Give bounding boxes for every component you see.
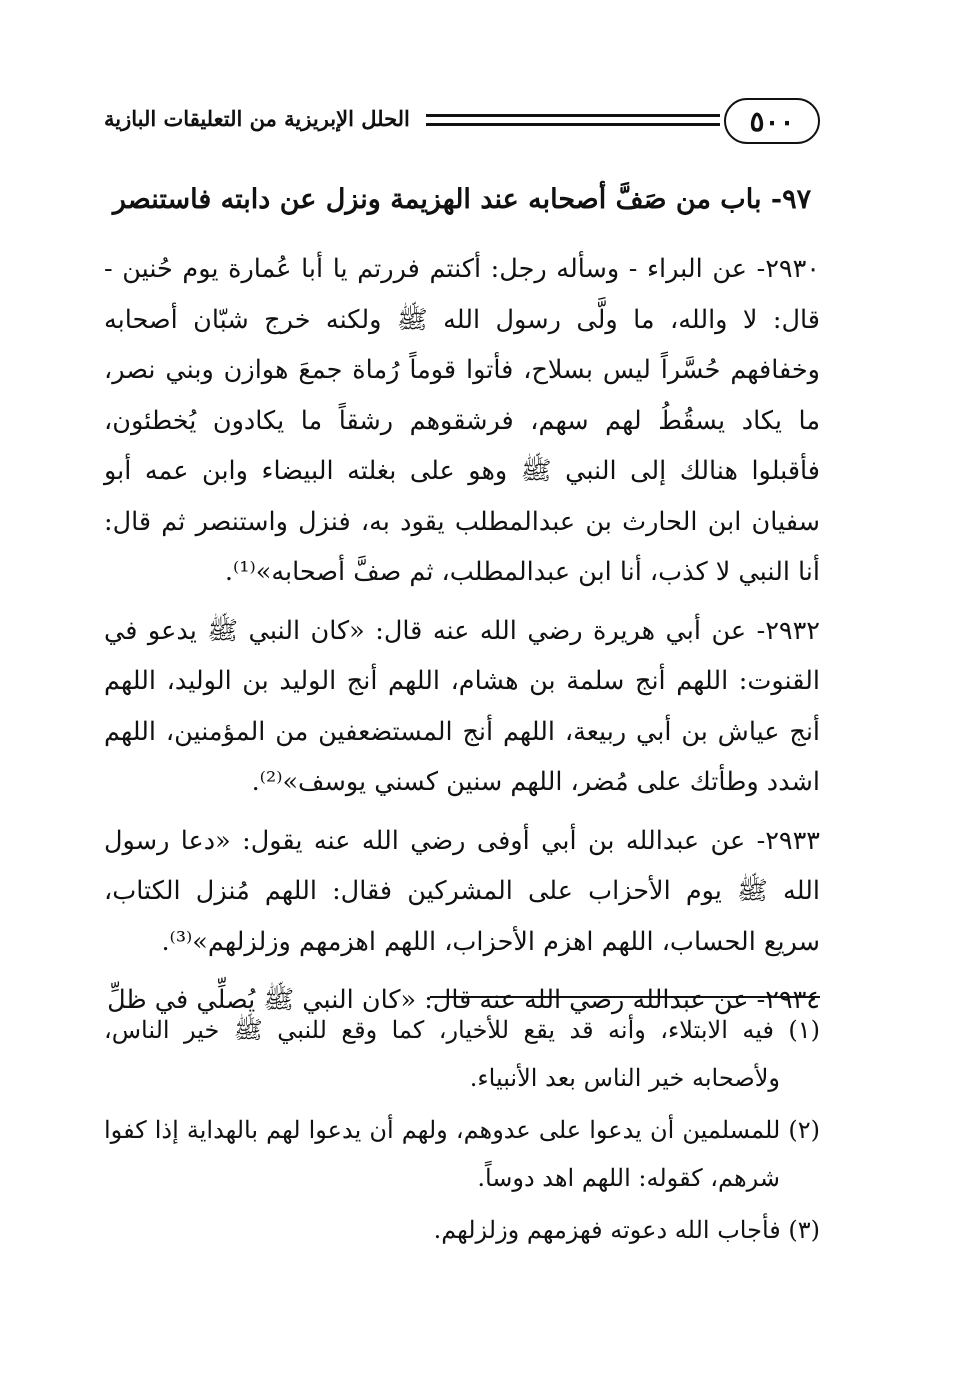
footnotes — [104, 1006, 820, 1258]
chapter-heading: ٩٧- باب من صَفَّ أصحابه عند الهزيمة ونزل عن دابته فاستنصر — [112, 184, 812, 215]
hadith-paragraph: ٢٩٣٤- عن عبدالله رضي الله عنه قال: «كان النبي ﷺ يُصلِّي في ظلِّ — [107, 985, 820, 1015]
header-double-rule — [426, 114, 720, 126]
footnote: (٣) فأجاب الله دعوته فهزمهم وزلزلهم. — [433, 1216, 820, 1244]
hadith-paragraph: ٢٩٣٣- عن عبدالله بن أبي أوفى رضي الله عنه يقول: «دعا رسول الله ﷺ يوم الأحزاب على المشركين فقال: اللهم مُنزل الكتاب، سريع الحساب، اللهم اهزم الأحزاب، اللهم اهزمهم وزلزلهم»⁽³⁾. — [104, 825, 820, 957]
hadith-paragraph: ٢٩٣٠- عن البراء - وسأله رجل: أكنتم فررتم يا أبا عُمارة يوم حُنين - قال: لا والله، ما ولَّى رسول الله ﷺ ولكنه خرج شبّان أصحابه وخفافهم حُسَّراً ليس بسلاح، فأتوا قوماً رُماة جمعَ هوازن وبني نصر، ما يكاد يسقُطُ لهم سهم، فرشقوهم رشقاً ما يكادون يُخطئون، فأقبلوا هنالك إلى النبي ﷺ وهو على بغلته البيضاء وابن عمه أبو سفيان ابن الحارث بن عبدالمطلب يقود به، فنزل واستنصر ثم قال: أنا النبي لا كذب، أنا ابن عبدالمطلب، ثم صفَّ أصحابه»⁽¹⁾. — [104, 254, 820, 587]
footnote-separator — [430, 996, 820, 998]
main-text — [104, 244, 820, 1034]
footnote: (٢) للمسلمين أن يدعوا على عدوهم، ولهم أن يدعوا لهم بالهداية إذا كفوا شرهم، كقوله: اللهم اهد دوساً. — [104, 1116, 820, 1192]
page-number: ٥٠٠ — [724, 98, 820, 144]
hadith-paragraph: ٢٩٣٢- عن أبي هريرة رضي الله عنه قال: «كان النبي ﷺ يدعو في القنوت: اللهم أنج سلمة بن هشام، اللهم أنج الوليد بن الوليد، اللهم أنج عياش بن أبي ربيعة، اللهم أنج المستضعفين من المؤمنين، اللهم اشدد وطأتك على مُضر، اللهم سنين كسني يوسف»⁽²⁾. — [104, 615, 820, 797]
book-title: الحلل الإبريزية من التعليقات البازية — [104, 106, 410, 131]
footnote: (١) فيه الابتلاء، وأنه قد يقع للأخيار، كما وقع للنبي ﷺ خير الناس، ولأصحابه خير الناس بعد الأنبياء. — [104, 1016, 820, 1092]
running-header — [104, 98, 820, 154]
